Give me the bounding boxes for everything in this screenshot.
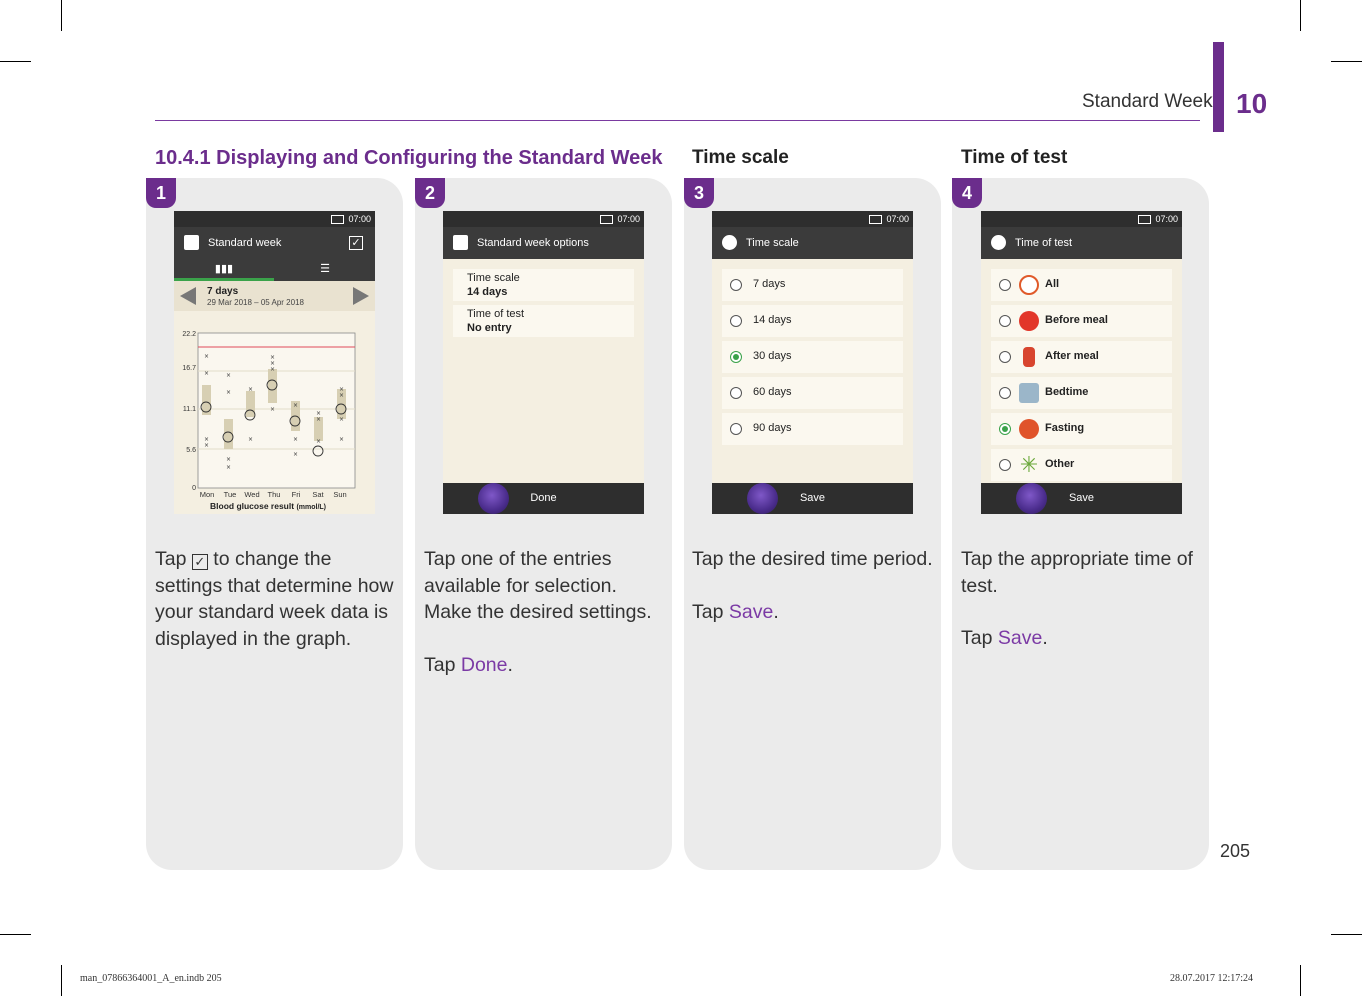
done-link: Done	[460, 653, 508, 676]
status-bar: 07:00	[174, 211, 375, 227]
footer-filename: man_07866364001_A_en.indb 205	[80, 973, 222, 984]
title-bar	[981, 227, 1182, 259]
svg-text:×: ×	[226, 464, 232, 471]
range-title: 7 days	[207, 286, 239, 297]
crop-mark	[0, 61, 31, 62]
svg-text:×: ×	[293, 436, 299, 443]
screen-standard-week-options	[443, 211, 644, 514]
screen-time-of-test	[981, 211, 1182, 514]
svg-text:×: ×	[226, 389, 232, 396]
step-badge-1: 1	[146, 178, 176, 208]
svg-text:×: ×	[316, 410, 322, 417]
bed-icon	[1019, 383, 1039, 403]
option-time-of-test[interactable]	[453, 305, 634, 337]
chart-axis-label	[210, 501, 326, 511]
crop-mark	[61, 965, 62, 996]
option-label: Time of test	[467, 308, 525, 320]
view-tabs	[174, 259, 375, 281]
svg-text:×: ×	[339, 392, 345, 399]
radio-14-days[interactable]: 14 days	[722, 305, 903, 337]
svg-text:Sat: Sat	[312, 490, 324, 499]
option-value: No entry	[467, 322, 512, 334]
option-value: 14 days	[467, 286, 508, 298]
svg-text:×: ×	[270, 406, 276, 413]
svg-text:×: ×	[339, 416, 345, 423]
next-arrow-icon[interactable]	[353, 287, 369, 305]
glucose-chart	[174, 311, 375, 514]
apple-icon	[1019, 311, 1039, 331]
title-bar	[174, 227, 375, 259]
save-link: Save	[997, 627, 1043, 649]
checkbox-icon[interactable]: ✓	[349, 236, 363, 250]
svg-text:×: ×	[339, 436, 345, 443]
svg-text:×: ×	[204, 353, 210, 360]
axis-label: Blood glucose result	[210, 501, 295, 511]
radio-all[interactable]: All	[991, 269, 1172, 301]
svg-text:×: ×	[270, 366, 276, 373]
tab-list[interactable]: ☰	[320, 263, 330, 275]
svg-text:Thu: Thu	[267, 490, 281, 499]
done-button[interactable]: Done	[530, 492, 557, 504]
battery-icon	[331, 215, 344, 224]
svg-text:×: ×	[226, 456, 232, 463]
svg-text:×: ×	[226, 372, 232, 379]
desc-tap: Tap	[155, 548, 187, 570]
svg-text:Tue: Tue	[223, 490, 237, 499]
svg-text:×: ×	[248, 386, 254, 393]
svg-text:×: ×	[248, 436, 254, 443]
screen-title: Time of test	[1015, 237, 1073, 249]
crop-mark	[61, 0, 62, 31]
radio-other[interactable]: ✳ Other	[991, 449, 1172, 481]
desc-line: Tap one of the entries available for selection.	[424, 548, 617, 597]
step-badge-3: 3	[684, 178, 714, 208]
footer-timestamp: 28.07.2017 12:17:24	[1170, 973, 1254, 984]
crop-mark	[1300, 0, 1301, 31]
crop-mark	[1331, 934, 1362, 935]
save-button[interactable]: Save	[799, 492, 826, 504]
screen-time-scale	[712, 211, 913, 514]
radio-90-days[interactable]: 90 days	[722, 413, 903, 445]
svg-text:16.7: 16.7	[182, 365, 196, 372]
calendar-icon	[184, 235, 199, 250]
radio-7-days[interactable]: 7 days	[722, 269, 903, 301]
desc-action-line: Tap Done.	[424, 653, 513, 676]
svg-text:×: ×	[204, 370, 210, 377]
apple-core-icon	[1023, 347, 1035, 367]
svg-text:Sun: Sun	[333, 490, 347, 499]
crop-mark	[0, 934, 31, 935]
subtitle-time-scale: Time scale	[692, 147, 789, 168]
desc-line: Tap the desired time period.	[692, 548, 933, 570]
step-1-text	[155, 546, 400, 652]
save-button[interactable]: Save	[1068, 492, 1095, 504]
bottom-bar	[443, 483, 644, 514]
step-3-text	[692, 546, 937, 625]
desc-action-line: Tap Save.	[692, 600, 779, 623]
step-badge-2: 2	[415, 178, 445, 208]
battery-icon	[1138, 215, 1151, 224]
range-dates: 29 Mar 2018 – 05 Apr 2018	[207, 298, 304, 307]
axis-unit: (mmol/L)	[296, 504, 327, 511]
crop-mark	[1300, 965, 1301, 996]
bottom-bar	[712, 483, 913, 514]
subtitle-time-of-test: Time of test	[961, 147, 1068, 168]
section-title: 10.4.1 Displaying and Configuring the Standard Week	[155, 147, 663, 169]
clock-icon	[722, 235, 737, 250]
save-link: Save	[728, 600, 774, 623]
desc-line: Tap the appropriate time of test.	[961, 548, 1193, 597]
clock-icon	[991, 235, 1006, 250]
svg-text:Mon: Mon	[199, 490, 215, 499]
radio-60-days[interactable]: 60 days	[722, 377, 903, 409]
svg-text:0: 0	[192, 485, 196, 492]
screen-title: Standard week	[208, 237, 282, 249]
chapter-tab	[1213, 42, 1224, 132]
svg-text:×: ×	[339, 386, 345, 393]
step-2-text	[424, 546, 669, 678]
desc-body: to change the settings that determine how your standard week data is displayed in the graph.	[155, 548, 394, 650]
bottom-bar	[981, 483, 1182, 514]
battery-icon	[869, 215, 882, 224]
radio-before-meal[interactable]: Before meal	[991, 305, 1172, 337]
svg-text:×: ×	[293, 402, 299, 409]
crop-mark	[1331, 61, 1362, 62]
screen-title: Standard week options	[477, 237, 589, 249]
date-range-bar	[174, 281, 375, 311]
calendar-icon	[453, 235, 468, 250]
svg-text:22.2: 22.2	[182, 331, 196, 338]
page-number: 205	[1220, 841, 1251, 861]
header-rule	[155, 120, 1200, 121]
chapter-number: 10	[1236, 88, 1268, 119]
all-icon	[1019, 275, 1039, 295]
title-bar	[443, 227, 644, 259]
radio-after-meal[interactable]: After meal	[991, 341, 1172, 373]
svg-text:×: ×	[204, 436, 210, 443]
option-time-scale[interactable]	[453, 269, 634, 301]
radio-30-days[interactable]: 30 days	[722, 341, 903, 373]
desc-action-line: Tap Save.	[961, 627, 1048, 649]
status-bar: 07:00	[443, 211, 644, 227]
running-header: Standard Week	[1082, 91, 1213, 112]
radio-fasting[interactable]: Fasting	[991, 413, 1172, 445]
step-badge-4: 4	[952, 178, 982, 208]
radio-bedtime[interactable]: Bedtime	[991, 377, 1172, 409]
title-bar	[712, 227, 913, 259]
option-label: Time scale	[467, 272, 520, 284]
status-bar: 07:00	[981, 211, 1182, 227]
svg-text:×: ×	[270, 360, 276, 367]
svg-text:×: ×	[316, 438, 322, 445]
status-bar: 07:00	[712, 211, 913, 227]
svg-text:Wed: Wed	[244, 490, 260, 499]
svg-text:11.1: 11.1	[182, 406, 196, 413]
tab-graph[interactable]: ▮▮▮	[174, 259, 274, 281]
svg-text:×: ×	[293, 451, 299, 458]
screen-standard-week	[174, 211, 375, 514]
svg-text:×: ×	[204, 442, 210, 449]
checkbox-icon: ✓	[192, 554, 208, 570]
desc-line: Make the desired settings.	[424, 601, 652, 623]
previous-arrow-icon[interactable]	[180, 287, 196, 305]
svg-text:5.6: 5.6	[186, 447, 196, 454]
screen-title: Time scale	[746, 237, 799, 249]
asterisk-icon: ✳	[1019, 452, 1039, 477]
step-4-text	[961, 546, 1206, 652]
battery-icon	[600, 215, 613, 224]
fasting-icon	[1019, 419, 1039, 439]
svg-text:×: ×	[316, 416, 322, 423]
svg-text:×: ×	[270, 354, 276, 361]
svg-text:Fri: Fri	[291, 490, 301, 499]
